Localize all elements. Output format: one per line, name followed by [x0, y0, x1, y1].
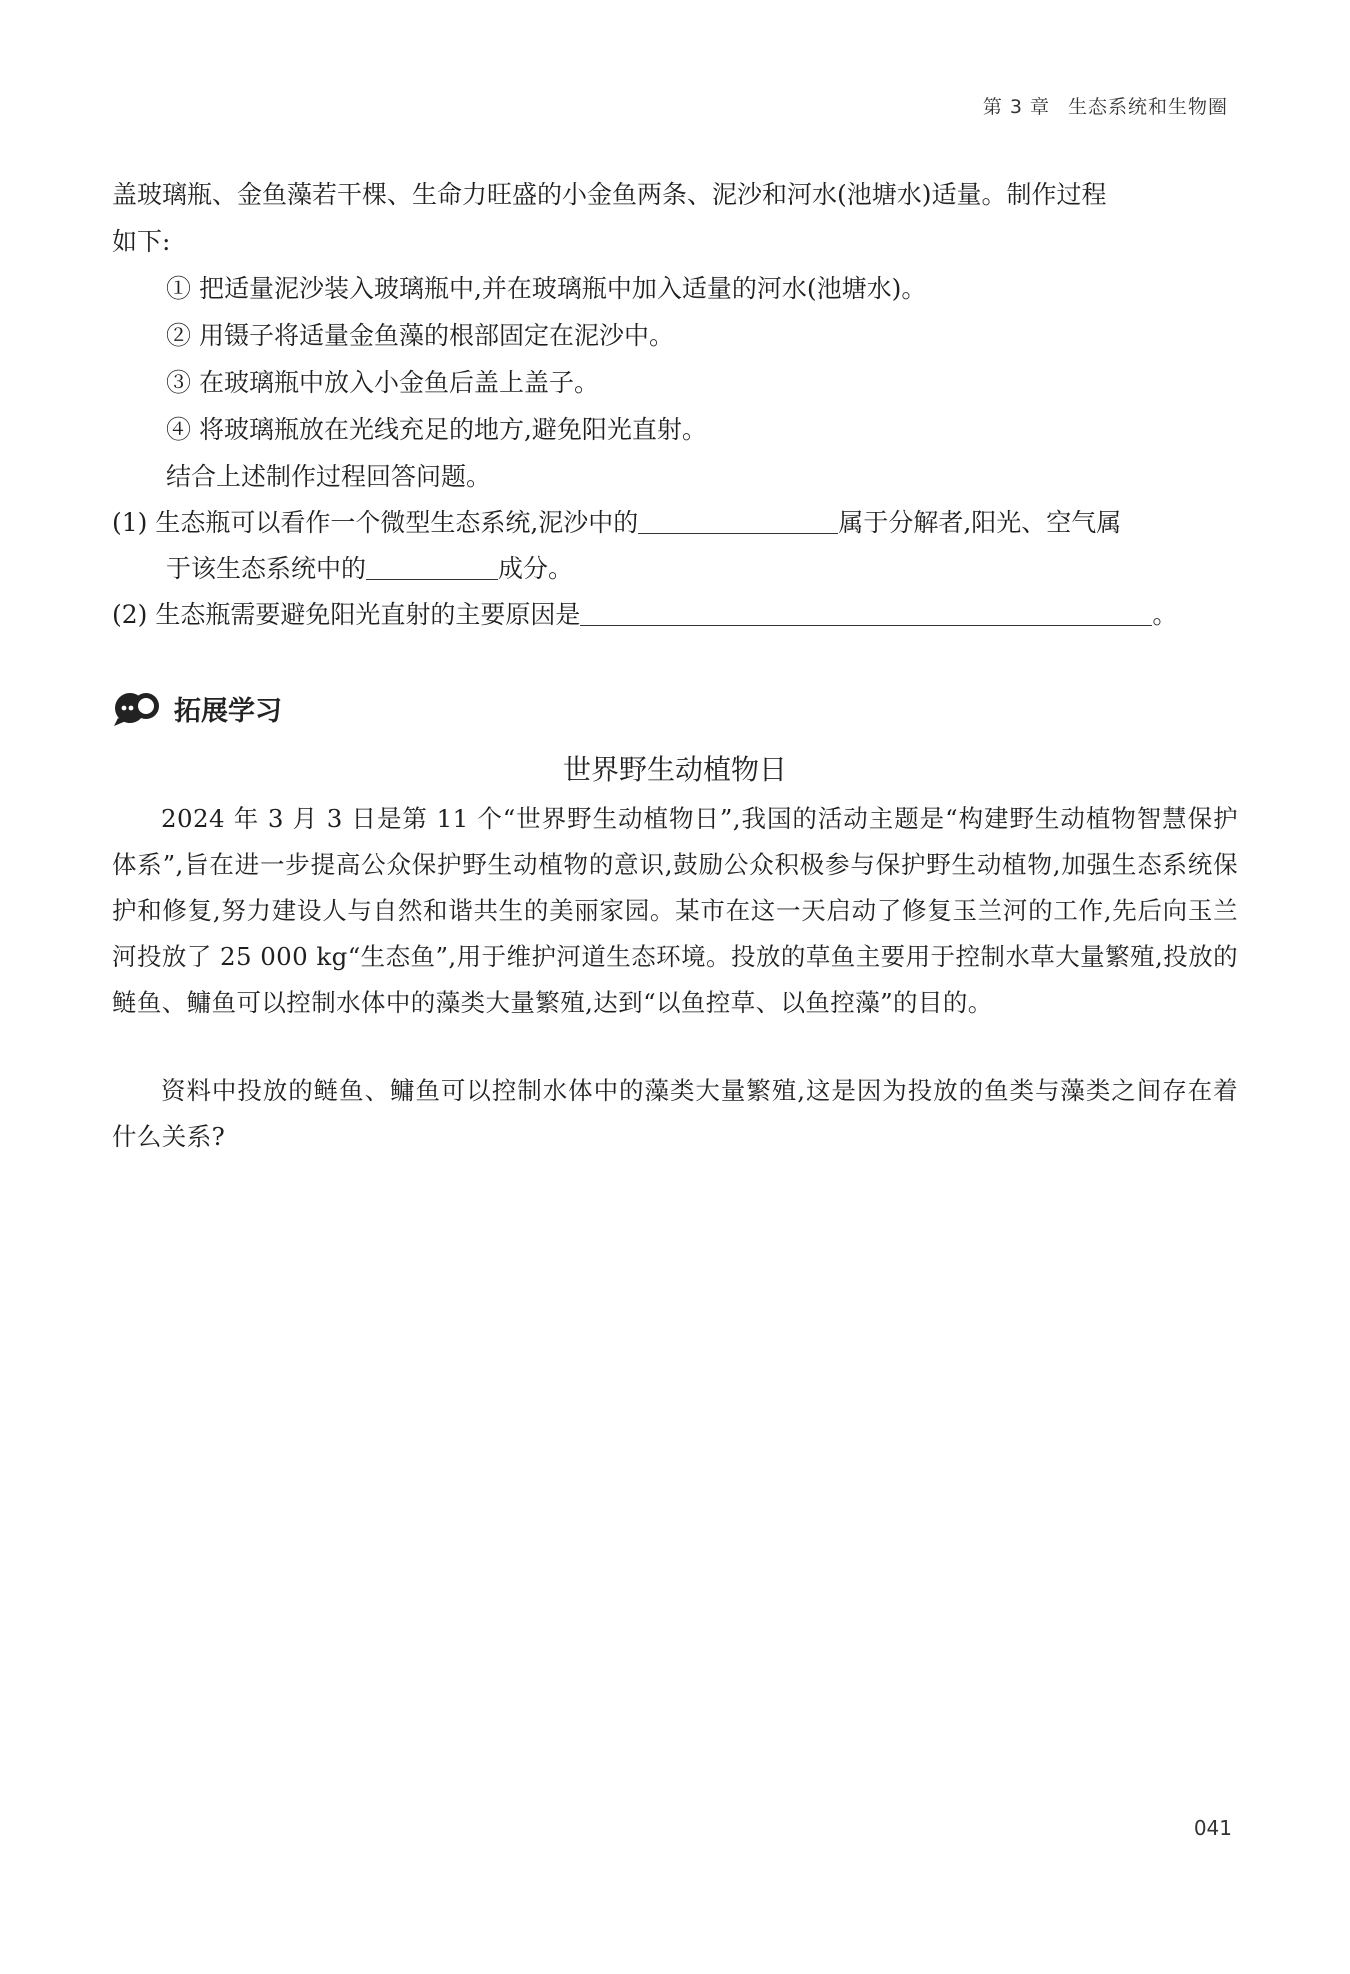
question-1-text-b: 属于分解者,阳光、空气属	[838, 508, 1122, 537]
section-title: 拓展学习	[174, 695, 282, 727]
answer-blank-component[interactable]	[366, 555, 498, 580]
step-2: ② 用镊子将适量金鱼藻的根部固定在泥沙中。	[166, 321, 674, 350]
answer-blank-reason[interactable]	[580, 601, 1152, 626]
step-4: ④ 将玻璃瓶放在光线充足的地方,避免阳光直射。	[166, 415, 707, 444]
page-header	[983, 92, 1228, 119]
chapter-number: 第 3 章	[982, 96, 1050, 118]
question-1-text-a: (1) 生态瓶可以看作一个微型生态系统,泥沙中的	[112, 508, 639, 537]
question-1-line-2	[166, 554, 1238, 584]
article-paragraph-2: 资料中投放的鲢鱼、鳙鱼可以控制水体中的藻类大量繁殖,这是因为投放的鱼类与藻类之间存在着什么关系?	[112, 1076, 1238, 1151]
article-title: 世界野生动植物日	[562, 753, 787, 786]
question-1-text-d: 成分。	[498, 554, 574, 583]
chapter-title: 生态系统和生物圈	[1067, 96, 1228, 118]
extension-section-heading	[110, 688, 282, 728]
question-1-line-1	[112, 508, 1238, 538]
question-2	[112, 600, 1238, 630]
answer-blank-decomposer[interactable]	[638, 509, 838, 534]
page-number: 041	[1193, 1816, 1232, 1840]
question-2-text: (2) 生态瓶需要避免阳光直射的主要原因是	[112, 600, 581, 629]
intro-line-1: 盖玻璃瓶、金鱼藻若干棵、生命力旺盛的小金鱼两条、泥沙和河水(池塘水)适量。制作过程	[112, 180, 1107, 209]
question-2-end: 。	[1152, 600, 1178, 629]
article-paragraph-1: 2024 年 3 月 3 日是第 11 个“世界野生动植物日”,我国的活动主题是“构建野生动植物智慧保护体系”,旨在进一步提高公众保护野生动植物的意识,鼓励公众积极参与保护野生动植物,加强生态系统保护和修复,努力建设人与自然和谐共生的美丽家园。某市在这一天启动了修复玉兰河的工作,先后向玉兰河投放了 25 000 kg“生态鱼”,用于维护河道生态环境。投放的草鱼主要用于控制水草大量繁殖,投放的鲢鱼、鳙鱼可以控制水体中的藻类大量繁殖,达到“以鱼控草、以鱼控藻”的目的。	[112, 804, 1238, 1017]
intro-line-2: 如下:	[112, 227, 171, 256]
question-prompt: 结合上述制作过程回答问题。	[166, 462, 492, 491]
step-3: ③ 在玻璃瓶中放入小金鱼后盖上盖子。	[166, 368, 599, 397]
question-1-text-c: 于该生态系统中的	[166, 554, 367, 583]
speech-bubbles-icon	[110, 688, 166, 728]
step-1: ① 把适量泥沙装入玻璃瓶中,并在玻璃瓶中加入适量的河水(池塘水)。	[166, 274, 927, 303]
